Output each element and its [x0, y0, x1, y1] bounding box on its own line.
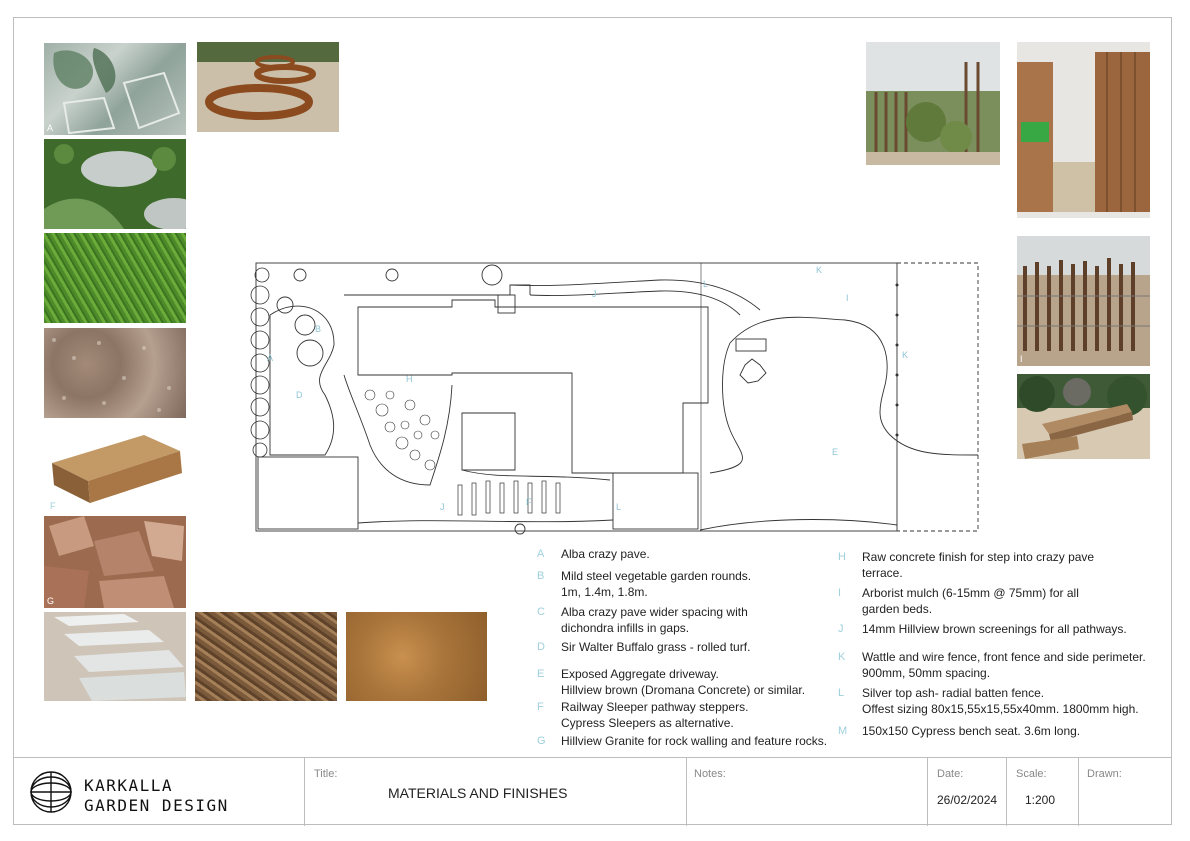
chimney	[498, 295, 515, 313]
driveway-edge	[730, 317, 978, 455]
divider-title	[304, 758, 305, 826]
front-path-bottom	[530, 291, 740, 315]
lawn-edge	[710, 343, 743, 473]
photo-cypress-bench	[1017, 374, 1150, 459]
garden-rings-logo-icon	[29, 770, 73, 814]
title-value: MATERIALS AND FINISHES	[388, 785, 568, 801]
photo-sleeper	[44, 423, 186, 505]
divider-date	[927, 758, 928, 826]
divider-scale	[1006, 758, 1007, 826]
plan-label-l-rear: L	[616, 502, 622, 512]
photo-crazy-pave	[44, 43, 186, 135]
plan-label-k-side: K	[902, 350, 909, 360]
site-plan	[240, 255, 985, 540]
photo-steel-rounds	[197, 42, 339, 132]
plan-label-i: I	[846, 293, 849, 303]
side-steps	[736, 339, 766, 351]
granite-texture	[44, 516, 186, 608]
title-block	[13, 757, 1172, 826]
brand-name	[84, 776, 229, 816]
batten-fence-drawing	[1017, 42, 1150, 218]
plan-label-f: F	[526, 497, 532, 507]
sleeper-steppers	[458, 481, 560, 515]
photo-aggregate	[44, 328, 186, 418]
date-label: Date:	[937, 768, 964, 780]
plan-label-b: B	[315, 324, 322, 334]
aggregate-texture	[44, 328, 186, 418]
tree-4	[515, 524, 525, 534]
plan-label-j-rear: J	[440, 502, 445, 512]
photo-screenings	[346, 612, 487, 701]
plan-label-k-top: K	[816, 265, 823, 275]
drawn-label: Drawn:	[1087, 768, 1122, 780]
bench-drawing	[1017, 374, 1150, 459]
photo-tag-a: A	[47, 123, 54, 133]
date-value: 26/02/2024	[937, 793, 998, 807]
title-label: Title:	[314, 768, 338, 780]
legend-left: A Alba crazy pave. B Mild steel vegetable garden rounds. 1m, 1.4m, 1.8m. C Alba crazy pave wider spacing with dichondra infills in gaps. D Sir Walter Buffalo grass - rolled turf. E Exposed Aggregate driveway. Hillview brown (Dromana Concrete) or similar. F Railway Sleeper pathway steppers. Cypress Sleepers as alternative. G Hillview Granite for rock walling and feature rocks.	[537, 547, 828, 748]
veg-round-2	[295, 315, 315, 335]
notes-label: Notes:	[694, 768, 726, 780]
photo-arborist-mulch	[195, 612, 337, 701]
crazy-pave-texture	[44, 43, 186, 135]
photo-tag-f: F	[50, 501, 56, 511]
photo-wattle-fence-garden	[866, 42, 1000, 165]
sleeper-drawing	[44, 423, 186, 505]
feature-shrub	[740, 359, 766, 383]
scale-value: 1:200	[1025, 793, 1056, 807]
rear-path-bottom	[358, 520, 613, 523]
photo-dichondra-pave	[44, 139, 186, 229]
plan-label-a: A	[267, 353, 274, 363]
tree-3	[482, 265, 502, 285]
crazy-pave-terrace	[344, 375, 452, 485]
house-verandah	[344, 285, 530, 295]
rear-path-top	[462, 470, 610, 480]
steel-rounds-drawing	[197, 42, 339, 132]
photo-concrete-steps	[44, 612, 186, 701]
plan-label-h: H	[406, 374, 413, 384]
divider-notes	[686, 758, 687, 826]
plan-label-e: E	[832, 447, 839, 457]
lawn-area	[270, 306, 334, 455]
nature-strip	[897, 263, 978, 531]
brand-line-1: KARKALLA	[84, 776, 174, 795]
steps-drawing	[44, 612, 186, 701]
photo-wattle-wire-fence	[1017, 236, 1150, 366]
veg-round-1	[277, 297, 293, 313]
photo-tag-g: G	[47, 596, 55, 606]
plan-label-l-top: L	[703, 279, 709, 289]
terrace-rocks	[365, 390, 439, 470]
divider-drawn	[1078, 758, 1079, 826]
photo-tag-i: I	[1020, 354, 1023, 364]
dichondra-texture	[44, 139, 186, 229]
veg-round-3	[297, 340, 323, 366]
driveway-front-edge	[700, 520, 897, 530]
garage	[258, 457, 358, 529]
tree-1	[294, 269, 306, 281]
house-annex	[462, 413, 515, 470]
photo-batten-fence	[1017, 42, 1150, 218]
plan-label-j-top: J	[592, 289, 597, 299]
tree-2	[386, 269, 398, 281]
wattle-garden-drawing	[866, 42, 1000, 165]
plan-label-d: D	[296, 390, 303, 400]
shed	[613, 473, 698, 529]
wattle-wire-drawing	[1017, 236, 1150, 366]
house-footprint	[358, 300, 708, 473]
legend-right: H Raw concrete finish for step into crazy pave terrace. I Arborist mulch (6-15mm @ 75mm) for all garden beds. J 14mm Hillview brown screenings for all pathways. K Wattle and wire fence, front fence and side perimeter. 900mm, 50mm spacing. L Silver top ash- radial batten fence. Offest sizing 80x15,55x15,55x40mm. 1800mm high. M 150x150 Cypress bench seat. 3.6m long.	[838, 550, 1146, 738]
photo-granite-rocks	[44, 516, 186, 608]
brand-line-2: GARDEN DESIGN	[84, 796, 229, 815]
photo-buffalo-grass	[44, 233, 186, 323]
scale-label: Scale:	[1016, 768, 1047, 780]
